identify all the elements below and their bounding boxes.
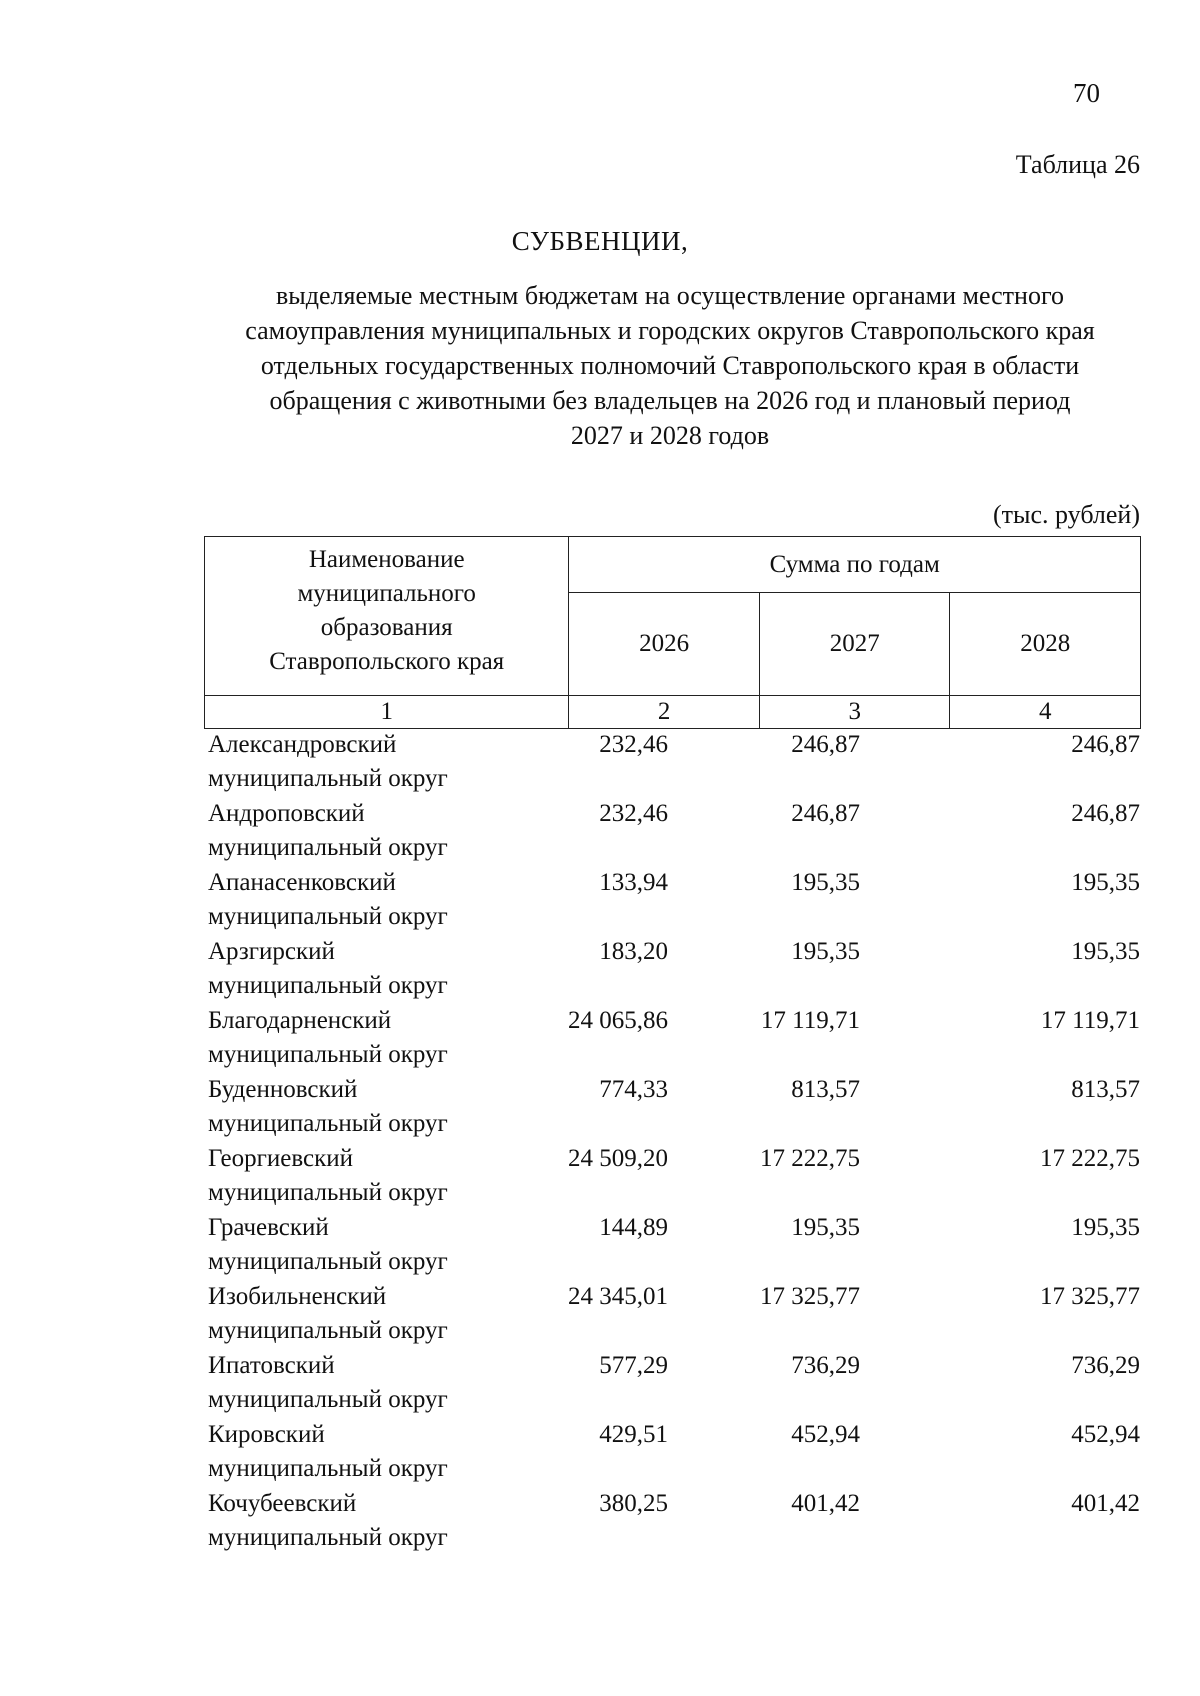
units-note: (тыс. рублей) — [992, 500, 1140, 529]
header-year-2027: 2027 — [759, 593, 950, 696]
district-type-line: муниципальный округ — [208, 1041, 448, 1068]
district-type-line: муниципальный округ — [208, 1386, 448, 1413]
value-2027: 452,94 — [791, 1421, 860, 1448]
value-2028: 17 222,75 — [1040, 1145, 1140, 1172]
header-name-line: Наименование — [308, 546, 465, 573]
district-type-line: муниципальный округ — [208, 834, 448, 861]
value-2026: 24 509,20 — [568, 1145, 668, 1172]
table-row — [208, 1349, 1140, 1418]
value-2027: 246,87 — [791, 800, 860, 827]
value-2028: 401,42 — [1071, 1490, 1140, 1517]
value-2028: 246,87 — [1071, 731, 1140, 758]
district-type-line: муниципальный округ — [208, 765, 448, 792]
value-2027: 195,35 — [791, 938, 860, 965]
district-type-line: муниципальный округ — [208, 1524, 448, 1551]
value-2028: 736,29 — [1071, 1352, 1140, 1379]
document-title: СУБВЕНЦИИ, — [511, 226, 689, 256]
document-subtitle — [200, 278, 1140, 453]
column-number: 3 — [759, 696, 950, 729]
value-2027: 17 222,75 — [760, 1145, 860, 1172]
column-number: 2 — [569, 696, 760, 729]
header-name-column — [205, 537, 569, 696]
subtitle-line: обращения с животными без владельцев на 2026 год и плановый период — [269, 386, 1071, 415]
value-2026: 774,33 — [599, 1076, 668, 1103]
table-row — [208, 1004, 1140, 1073]
value-2028: 813,57 — [1071, 1076, 1140, 1103]
district-type-line: муниципальный округ — [208, 1317, 448, 1344]
district-type-line: муниципальный округ — [208, 1179, 448, 1206]
value-2026: 24 345,01 — [568, 1283, 668, 1310]
district-type-line: муниципальный округ — [208, 1110, 448, 1137]
subtitle-line: отдельных государственных полномочий Ставропольского края в области — [260, 351, 1080, 380]
district-name-line: Ипатовский — [208, 1352, 335, 1379]
value-2026: 577,29 — [599, 1352, 668, 1379]
value-2027: 195,35 — [791, 869, 860, 896]
district-name-line: Арзгирский — [208, 938, 335, 965]
district-name-line: Георгиевский — [208, 1145, 354, 1172]
district-name-line: Грачевский — [208, 1214, 329, 1241]
table-row — [208, 797, 1140, 866]
district-name-line: Благодарненский — [208, 1007, 392, 1034]
page-number: 70 — [1073, 78, 1100, 108]
value-2028: 195,35 — [1071, 869, 1140, 896]
table-row — [208, 866, 1140, 935]
value-2026: 232,46 — [599, 731, 668, 758]
district-type-line: муниципальный округ — [208, 903, 448, 930]
district-name-line: Кочубеевский — [208, 1490, 357, 1517]
table-label: Таблица 26 — [1015, 150, 1140, 179]
table-row — [208, 935, 1140, 1004]
district-name-line: Андроповский — [208, 800, 365, 827]
value-2026: 133,94 — [599, 869, 668, 896]
district-name-line: Апанасенковский — [208, 869, 396, 896]
table-row — [208, 1073, 1140, 1142]
value-2027: 401,42 — [791, 1490, 860, 1517]
table-row — [208, 1418, 1140, 1487]
value-2028: 17 119,71 — [1040, 1007, 1140, 1034]
value-2027: 17 119,71 — [760, 1007, 860, 1034]
header-name-line: образования — [320, 614, 453, 641]
header-year-2026: 2026 — [569, 593, 760, 696]
value-2028: 195,35 — [1071, 1214, 1140, 1241]
table-body — [208, 728, 1140, 1556]
value-2028: 452,94 — [1071, 1421, 1140, 1448]
subtitle-line: выделяемые местным бюджетам на осуществление органами местного — [276, 281, 1064, 310]
district-name-line: Буденновский — [208, 1076, 358, 1103]
value-2026: 24 065,86 — [568, 1007, 668, 1034]
district-type-line: муниципальный округ — [208, 1248, 448, 1275]
district-type-line: муниципальный округ — [208, 972, 448, 999]
table-row — [208, 1142, 1140, 1211]
district-type-line: муниципальный округ — [208, 1455, 448, 1482]
table-row — [208, 1487, 1140, 1556]
value-2026: 232,46 — [599, 800, 668, 827]
value-2027: 246,87 — [791, 731, 860, 758]
value-2027: 195,35 — [791, 1214, 860, 1241]
header-name-line: муниципального — [297, 580, 476, 607]
column-number: 4 — [950, 696, 1141, 729]
district-name-line: Александровский — [208, 731, 397, 758]
value-2027: 736,29 — [791, 1352, 860, 1379]
value-2028: 195,35 — [1071, 938, 1140, 965]
table-row — [208, 1280, 1140, 1349]
header-name-line: Ставропольского края — [269, 648, 505, 675]
value-2026: 429,51 — [599, 1421, 668, 1448]
subtitle-line: самоуправления муниципальных и городских округов Ставропольского края — [245, 316, 1095, 345]
table-row — [208, 728, 1140, 797]
value-2026: 380,25 — [599, 1490, 668, 1517]
table-header — [204, 536, 1141, 729]
value-2027: 813,57 — [791, 1076, 860, 1103]
header-year-2028: 2028 — [950, 593, 1141, 696]
district-name-line: Кировский — [208, 1421, 325, 1448]
column-number: 1 — [205, 696, 569, 729]
value-2026: 183,20 — [599, 938, 668, 965]
value-2027: 17 325,77 — [760, 1283, 860, 1310]
header-sum-by-years: Сумма по годам — [569, 537, 1141, 593]
value-2028: 246,87 — [1071, 800, 1140, 827]
value-2026: 144,89 — [599, 1214, 668, 1241]
table-row — [208, 1211, 1140, 1280]
value-2028: 17 325,77 — [1040, 1283, 1140, 1310]
subtitle-line: 2027 и 2028 годов — [570, 421, 770, 450]
district-name-line: Изобильненский — [208, 1283, 387, 1310]
